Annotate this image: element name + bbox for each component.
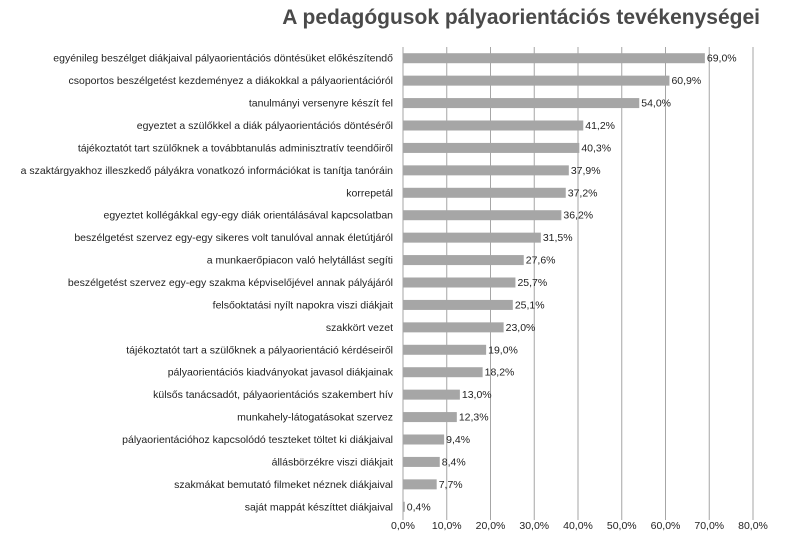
data-label-10: 25,7% bbox=[517, 277, 548, 289]
data-label-12: 23,0% bbox=[505, 321, 536, 334]
category-label-11: felsőoktatási nyílt napokra viszi diákjait bbox=[212, 299, 393, 312]
data-label-11: 25,1% bbox=[514, 299, 545, 312]
category-label-17: pályaorientációhoz kapcsolódó teszteket töltet ki diákjaival bbox=[122, 434, 393, 446]
category-label-1: csoportos beszélgetést kezdeményez a diákokkal a pályaorientációról bbox=[68, 75, 393, 88]
bar-14 bbox=[403, 367, 483, 377]
x-tick-label-4: 40,0% bbox=[563, 520, 593, 532]
category-label-20: saját mappát készíttet diákjaival bbox=[244, 501, 393, 514]
category-label-6: korrepetál bbox=[346, 187, 393, 200]
data-label-8: 31,5% bbox=[542, 232, 573, 245]
category-label-12: szakkört vezet bbox=[325, 321, 393, 334]
data-label-14: 18,2% bbox=[484, 366, 515, 379]
bar-20 bbox=[403, 502, 405, 512]
category-label-15: külsős tanácsadót, pályaorientációs szakembert hív bbox=[153, 389, 393, 402]
x-tick-label-7: 70,0% bbox=[694, 520, 725, 532]
bar-4 bbox=[403, 143, 579, 153]
x-tick-label-8: 80,0% bbox=[738, 520, 768, 532]
bar-11 bbox=[403, 300, 513, 310]
data-label-16: 12,3% bbox=[458, 411, 489, 424]
category-label-4: tájékoztatót tart szülőknek a továbbtanulás adminisztratív teendőiről bbox=[77, 142, 393, 155]
category-label-9: a munkaerőpiacon való helytállást segíti bbox=[206, 254, 393, 267]
data-label-17: 9,4% bbox=[446, 434, 471, 446]
x-tick-label-6: 60,0% bbox=[650, 520, 681, 532]
data-label-20: 0,4% bbox=[406, 501, 431, 514]
data-label-7: 36,2% bbox=[563, 209, 594, 222]
x-tick-label-3: 30,0% bbox=[519, 520, 550, 532]
bar-9 bbox=[403, 255, 524, 265]
category-label-13: tájékoztatót tart a szülőknek a pályaorientáció kérdéseiről bbox=[126, 344, 393, 357]
category-label-7: egyeztet kollégákkal egy-egy diák orientálásával kapcsolatban bbox=[103, 209, 393, 222]
category-label-18: állásbörzékre viszi diákjait bbox=[271, 456, 393, 469]
bar-0 bbox=[403, 53, 705, 63]
data-label-3: 41,2% bbox=[585, 120, 616, 132]
data-label-18: 8,4% bbox=[441, 456, 466, 469]
bar-15 bbox=[403, 390, 460, 400]
x-tick-label-1: 10,0% bbox=[431, 520, 462, 532]
x-tick-label-2: 20,0% bbox=[475, 520, 506, 532]
x-tick-label-5: 50,0% bbox=[606, 520, 637, 532]
bar-18 bbox=[403, 457, 440, 467]
data-label-5: 37,9% bbox=[570, 164, 601, 177]
category-label-2: tanulmányi versenyre készít fel bbox=[248, 97, 393, 110]
bar-17 bbox=[403, 435, 444, 445]
bar-8 bbox=[403, 233, 541, 243]
bar-5 bbox=[403, 165, 569, 175]
data-label-6: 37,2% bbox=[567, 187, 598, 200]
data-label-0: 69,0% bbox=[706, 52, 737, 65]
category-label-0: egyénileg beszélget diákjaival pályaorientációs döntésüket előkészítendő bbox=[53, 52, 393, 65]
bar-19 bbox=[403, 479, 437, 489]
bar-1 bbox=[403, 76, 669, 86]
bar-16 bbox=[403, 412, 457, 422]
data-label-2: 54,0% bbox=[641, 97, 672, 110]
category-label-10: beszélgetést szervez egy-egy szakma képviselőjével annak pályájáról bbox=[67, 277, 393, 289]
data-label-1: 60,9% bbox=[671, 75, 702, 88]
bar-12 bbox=[403, 322, 504, 332]
category-label-5: a szaktárgyakhoz illeszkedő pályákra vonatkozó információkat is tanítja tanóráin bbox=[20, 164, 393, 177]
chart-title: A pedagógusok pályaorientációs tevékenységei bbox=[282, 6, 760, 29]
bar-6 bbox=[403, 188, 566, 198]
data-label-19: 7,7% bbox=[438, 478, 463, 491]
bar-7 bbox=[403, 210, 561, 220]
category-label-3: egyeztet a szülőkkel a diák pályaorientációs döntéséről bbox=[136, 120, 393, 132]
bar-10 bbox=[403, 278, 515, 288]
data-label-4: 40,3% bbox=[581, 142, 612, 155]
data-label-15: 13,0% bbox=[461, 389, 492, 402]
category-label-8: beszélgetést szervez egy-egy sikeres volt tanulóval annak életútjáról bbox=[74, 232, 393, 245]
x-tick-label-0: 0,0% bbox=[391, 520, 415, 532]
data-label-13: 19,0% bbox=[488, 344, 518, 357]
category-label-14: pályaorientációs kiadványokat javasol diákjainak bbox=[167, 366, 393, 379]
data-label-9: 27,6% bbox=[525, 254, 556, 267]
bar-2 bbox=[403, 98, 639, 108]
bar-3 bbox=[403, 121, 583, 131]
category-label-19: szakmákat bemutató filmeket néznek diákjaival bbox=[174, 478, 393, 491]
bar-13 bbox=[403, 345, 486, 355]
category-label-16: munkahely-látogatásokat szervez bbox=[237, 411, 393, 424]
